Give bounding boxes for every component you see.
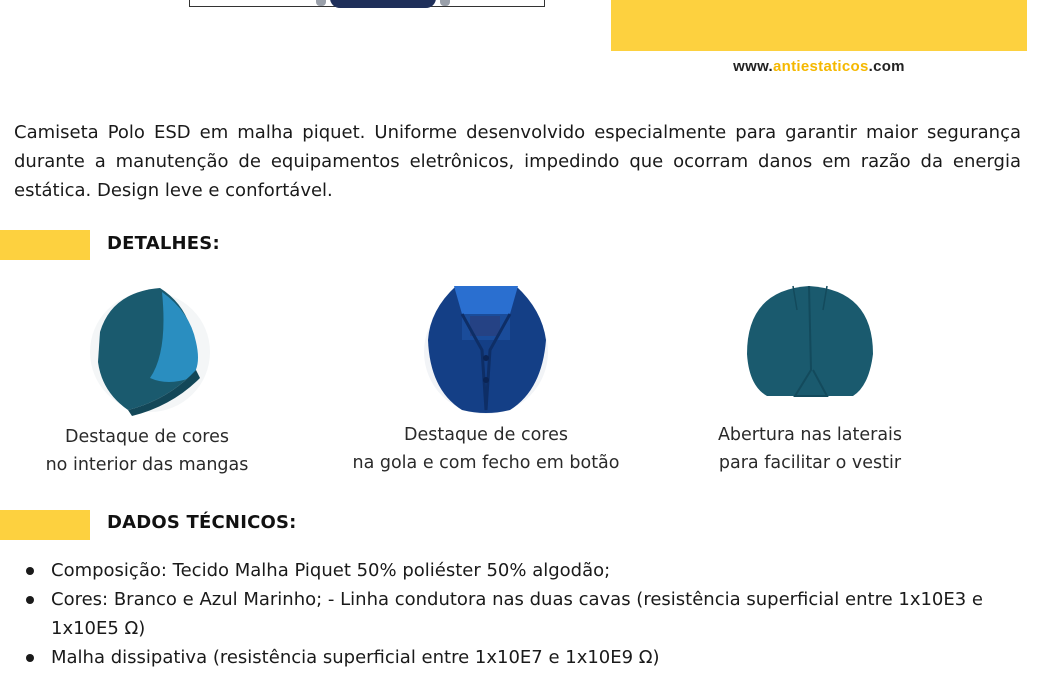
section-accent-bar [0, 230, 90, 260]
bullet-icon [26, 567, 34, 575]
website-link[interactable] [611, 58, 1027, 75]
detail-caption-line2: no interior das mangas [45, 455, 249, 475]
details-section-title: DETALHES: [107, 233, 220, 254]
bullet-icon [26, 654, 34, 662]
tech-list [22, 556, 1032, 672]
list-item: Composição: Tecido Malha Piquet 50% poliéster 50% algodão; [22, 556, 1032, 585]
image-detail [316, 0, 326, 6]
detail-caption-line1: Destaque de cores [404, 425, 568, 445]
detail-item-collar [336, 280, 636, 478]
tech-section-title: DADOS TÉCNICOS: [107, 512, 297, 533]
collar-icon [406, 280, 566, 420]
detail-caption-line2: para facilitar o vestir [718, 453, 902, 473]
website-suffix: .com [868, 58, 905, 75]
side-slit-icon [735, 280, 885, 420]
yellow-banner [611, 0, 1027, 51]
section-accent-bar [0, 510, 90, 540]
detail-item-side-slit [680, 280, 940, 478]
bullet-icon [26, 596, 34, 604]
product-description: Camiseta Polo ESD em malha piquet. Uniforme desenvolvido especialmente para garantir maior segurança durante a manutenção de equipamentos eletrônicos, impedindo que ocorram danos em razão da energia estática. Design leve e confortável. [14, 122, 1021, 201]
shirt-image [330, 0, 436, 8]
website-prefix: www. [733, 58, 773, 75]
detail-caption-line1: Abertura nas laterais [717, 425, 903, 445]
detail-caption-line1: Destaque de cores [65, 427, 229, 447]
list-item: Cores: Branco e Azul Marinho; - Linha condutora nas duas cavas (resistência superficial entre 1x10E3 e 1x10E5 Ω) [22, 585, 1032, 643]
detail-item-sleeve [22, 282, 272, 480]
sleeve-icon [72, 282, 222, 422]
list-item: Malha dissipativa (resistência superficial entre 1x10E7 e 1x10E9 Ω) [22, 643, 1032, 672]
website-accent: antiestaticos [773, 58, 869, 75]
image-detail [440, 0, 450, 6]
detail-caption-line2: na gola e com fecho em botão [352, 453, 620, 473]
